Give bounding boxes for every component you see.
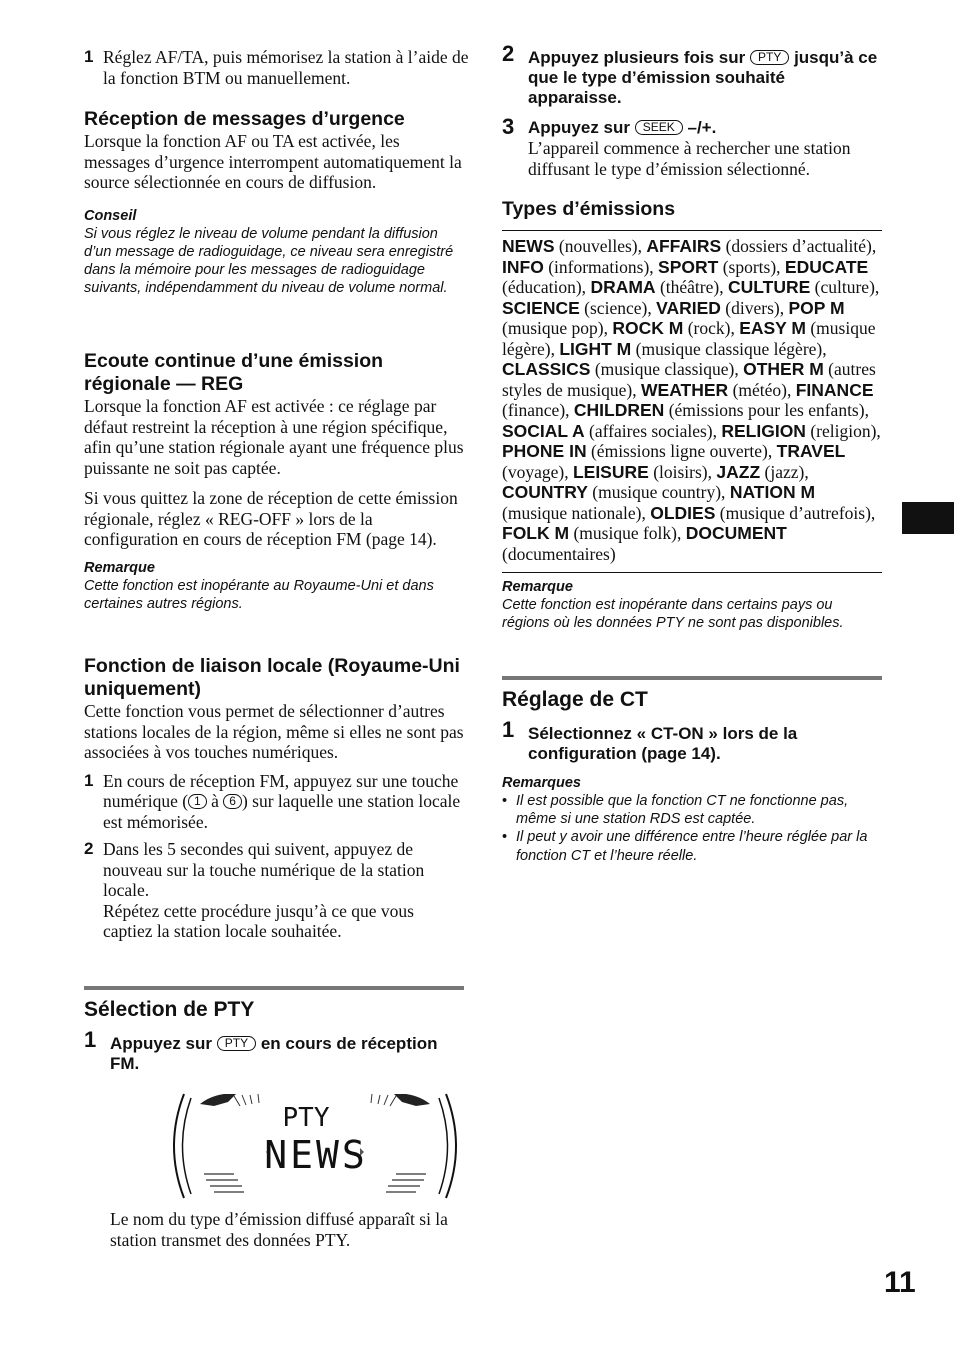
ct-notes-title: Remarques — [502, 775, 581, 791]
pty-type-description: (jazz), — [760, 461, 809, 482]
tip-text: Si vous réglez le niveau de volume pendant la diffusion d’un message de radioguidage, ce niveau sera enregistré dans la mémoire pour les messages de radioguidage suivants, indépendamment du niveau de volume normal. — [84, 225, 454, 297]
pty-type-term: VARIED — [656, 297, 721, 318]
step-text: Répétez cette procédure jusqu’à ce que vous captiez la station locale souhaitée. — [103, 900, 414, 941]
pty-type-term: OTHER M — [743, 359, 824, 379]
reg-heading: Ecoute continue d’une émission régionale — REG — [84, 350, 384, 395]
pty-type-description: (dossiers d’actualité), — [721, 236, 877, 256]
step-number: 2 — [502, 41, 515, 66]
pty-section — [84, 986, 464, 1074]
pty-type-description: (religion), — [805, 420, 881, 441]
pty-type-description: (affaires sociales), — [584, 420, 722, 441]
pty-type-term: COUNTRY — [502, 482, 588, 502]
pty-type-term: OLDIES — [650, 502, 716, 523]
step-text: Dans les 5 secondes qui suivent, appuyez de nouveau sur la touche numérique de la station locale. — [103, 839, 425, 900]
pty-type-description: (nouvelles), — [554, 236, 647, 256]
pty-type-description: (loisirs), — [648, 461, 717, 482]
pty-type-term: WEATHER — [641, 379, 729, 400]
step-text: en cours de réception FM. — [110, 1034, 438, 1073]
local-link-step-1 — [84, 771, 466, 833]
pty-type-description: (météo), — [728, 379, 796, 400]
local-link-step-2 — [84, 839, 466, 942]
pty-type-term: SCIENCE — [502, 297, 580, 318]
pty-type-description: (théâtre), — [655, 277, 728, 297]
page-number: 11 — [884, 1266, 916, 1299]
pty-type-description: (science), — [579, 297, 657, 318]
pty-type-term: INFO — [502, 256, 544, 277]
bullet-icon: • — [502, 793, 508, 809]
pty-type-description: (sports), — [718, 256, 785, 277]
pty-type-description: (musique classique légère), — [631, 338, 827, 359]
ct-note-item — [502, 792, 882, 828]
local-link-body: Cette fonction vous permet de sélectionner d’autres stations locales de la région, même si elles ne sont pas associées à vos touches numériques. — [84, 701, 464, 762]
step-text: Réglez AF/TA, puis mémorisez la station à l’aide de la fonction BTM ou manuellement. — [103, 47, 469, 88]
pty-type-description: (documentaires) — [502, 543, 616, 564]
pty-type-description: (divers), — [720, 297, 789, 318]
seek-key: SEEK — [635, 120, 683, 135]
pty-type-term: RELIGION — [721, 420, 806, 441]
step-body: L’appareil commence à rechercher une station diffusant le type d’émission sélectionné. — [528, 138, 851, 179]
emergency-heading: Réception de messages d’urgence — [84, 108, 405, 130]
step-text: En cours de réception FM, appuyez sur une touche numérique ( — [103, 770, 459, 811]
pty-type-description: (musique légère), — [502, 318, 876, 359]
pty-type-term: SOCIAL A — [502, 420, 585, 441]
step-number: 1 — [84, 770, 94, 790]
types-rule-top — [502, 230, 882, 231]
pty-type-description: (rock), — [683, 318, 740, 338]
step-text: ) sur laquelle une station locale est mémorisée. — [103, 791, 461, 832]
pty-key: PTY — [750, 50, 789, 65]
ct-step-1 — [502, 717, 882, 764]
number-key-6: 6 — [223, 794, 242, 809]
pty-type-term: EDUCATE — [784, 256, 869, 277]
step-text: Appuyez plusieurs fois sur — [528, 48, 750, 67]
pty-type-term: CLASSICS — [502, 359, 591, 379]
step-text: –/+. — [682, 118, 717, 137]
bullet-icon: • — [502, 829, 508, 846]
pty-type-description: (informations), — [543, 256, 659, 277]
reg-section — [84, 350, 466, 613]
pty-heading: Sélection de PTY — [84, 998, 255, 1021]
pty-type-term: AFFAIRS — [646, 236, 722, 256]
pty-type-term: NEWS — [502, 236, 555, 256]
pty-type-term: FOLK M — [502, 523, 570, 543]
reg-note-title: Remarque — [84, 559, 155, 576]
step-number: 1 — [84, 47, 94, 66]
step-text: jusqu’à ce que le type d’émission souhaité apparaisse. — [528, 48, 878, 107]
pty-type-description: (musique pop), — [502, 318, 613, 338]
pty-type-description: (finance), — [502, 400, 574, 420]
step-number: 1 — [84, 1027, 97, 1052]
step-number: 2 — [84, 839, 94, 858]
ct-section — [502, 676, 882, 865]
pty-type-description: (musique d’autrefois), — [715, 502, 876, 523]
ct-heading: Réglage de CT — [502, 688, 648, 711]
pty-step-2 — [502, 41, 878, 108]
pty-type-term: DRAMA — [590, 277, 656, 297]
pty-type-term: DOCUMENT — [685, 523, 787, 543]
pty-type-term: POP M — [788, 297, 845, 318]
pty-step-1 — [84, 1027, 464, 1074]
pty-type-description: (musique classique), — [590, 359, 744, 379]
pty-type-term: JAZZ — [716, 461, 761, 482]
pty-type-term: CULTURE — [727, 277, 811, 297]
pty-type-description: (éducation), — [502, 277, 591, 297]
pty-type-term: LEISURE — [572, 461, 649, 482]
types-list — [502, 236, 882, 564]
reg-body-1: Lorsque la fonction AF est activée : ce réglage par défaut restreint la réception à une région spécifique, afin qu’une station régionale ayant une fréquence plus puissante ne soit pas captée. — [84, 396, 464, 478]
types-heading: Types d’émissions — [502, 198, 676, 220]
types-rule-bottom — [502, 572, 882, 573]
pty-step-3 — [502, 114, 910, 179]
pty-key: PTY — [217, 1036, 256, 1051]
pty-type-term: PHONE IN — [502, 441, 587, 461]
display-caption: Le nom du type d’émission diffusé apparaît si la station transmet des données PTY. — [110, 1209, 448, 1250]
af-ta-step — [84, 47, 485, 88]
step-text: Appuyez sur — [110, 1034, 217, 1053]
step-text: à — [206, 791, 224, 811]
step-text: Appuyez sur — [528, 118, 635, 137]
local-link-heading: Fonction de liaison locale (Royaume-Uni uniquement) — [84, 655, 460, 700]
emergency-body: Lorsque la fonction AF ou TA est activée, les messages d’urgence interrompent automatiquement la source sélectionnée en cours de diffusion. — [84, 131, 462, 192]
tip-title: Conseil — [84, 207, 137, 224]
reg-body-2: Si vous quittez la zone de réception de cette émission régionale, réglez « REG-OFF » lors de la configuration en cours de réception FM (page 14). — [84, 488, 458, 549]
pty-type-term: EASY M — [739, 318, 806, 338]
pty-type-description: (culture), — [810, 277, 880, 297]
pty-type-description: (autres styles de musique), — [502, 359, 876, 400]
section-rule — [84, 986, 464, 990]
types-section — [502, 198, 882, 632]
reg-note-text: Cette fonction est inopérante au Royaume-Uni et dans certaines autres régions. — [84, 577, 434, 612]
types-note-title: Remarque — [502, 579, 573, 595]
note-text: Il est possible que la fonction CT ne fonctionne pas, même si une station RDS est captée. — [516, 793, 849, 828]
display-illustration — [164, 1090, 466, 1202]
pty-type-term: CHILDREN — [573, 400, 665, 420]
display-line-2: NEWS — [264, 1133, 368, 1177]
pty-type-description: (émissions pour les enfants), — [664, 400, 869, 420]
note-text: Il peut y avoir une différence entre l’heure réglée par la fonction CT et l’heure réelle. — [516, 829, 868, 864]
pty-type-description: (voyage), — [502, 461, 573, 482]
pty-type-term: ROCK M — [612, 318, 684, 338]
pty-type-term: LIGHT M — [559, 338, 632, 359]
step-text: Sélectionnez « CT-ON » lors de la configuration (page 14). — [528, 724, 798, 763]
thumb-index-tab — [902, 502, 954, 534]
pty-type-term: NATION M — [729, 482, 816, 502]
pty-type-description: (musique folk), — [569, 523, 686, 543]
pty-type-term: TRAVEL — [776, 441, 846, 461]
pty-type-description: (musique nationale), — [502, 502, 651, 523]
display-line-1: PTY — [282, 1103, 330, 1133]
pty-type-description: (musique country), — [587, 482, 730, 502]
local-link-section — [84, 655, 466, 942]
ct-note-item — [502, 828, 882, 864]
step-number: 1 — [502, 717, 515, 742]
types-note-text: Cette fonction est inopérante dans certains pays ou régions où les données PTY ne sont pas disponibles. — [502, 597, 844, 632]
emergency-section — [84, 108, 466, 297]
pty-type-term: FINANCE — [795, 379, 874, 400]
pty-type-term: SPORT — [658, 256, 719, 277]
step-number: 3 — [502, 114, 515, 139]
section-rule — [502, 676, 882, 680]
number-key-1: 1 — [188, 794, 207, 809]
pty-type-description: (émissions ligne ouverte), — [586, 441, 777, 461]
